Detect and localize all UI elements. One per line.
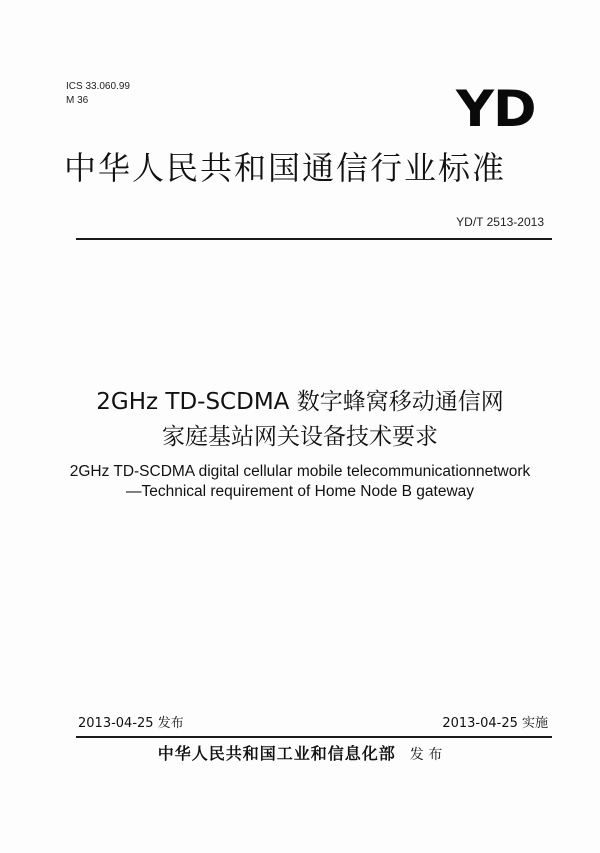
title-cn-line2: 家庭基站网关设备技术要求 (162, 424, 438, 450)
top-divider (76, 238, 552, 240)
standard-number: YD/T 2513-2013 (456, 215, 544, 229)
yd-logo: YD (456, 80, 536, 138)
classification-code: M 36 (66, 95, 89, 106)
implementation-date: 2013-04-25 实施 (442, 716, 548, 731)
publisher-line (0, 743, 600, 766)
title-en-line1: 2GHz TD-SCDMA digital cellular mobile telecommunicationnetwork (69, 463, 531, 480)
title-en-line2: —Technical requirement of Home Node B gateway (125, 483, 475, 500)
bottom-divider (76, 736, 552, 738)
ics-block (66, 80, 130, 108)
title-cn-line1: 2GHz TD-SCDMA 数字蜂窝移动通信网 (96, 389, 504, 415)
issue-date: 2013-04-25 发布 (78, 716, 184, 731)
publisher-verb: 发 布 (409, 747, 443, 763)
publisher-department: 中华人民共和国工业和信息化部 (157, 744, 396, 763)
org-title: 中华人民共和国通信行业标准 (64, 149, 507, 187)
ics-code: ICS 33.060.99 (66, 81, 130, 92)
